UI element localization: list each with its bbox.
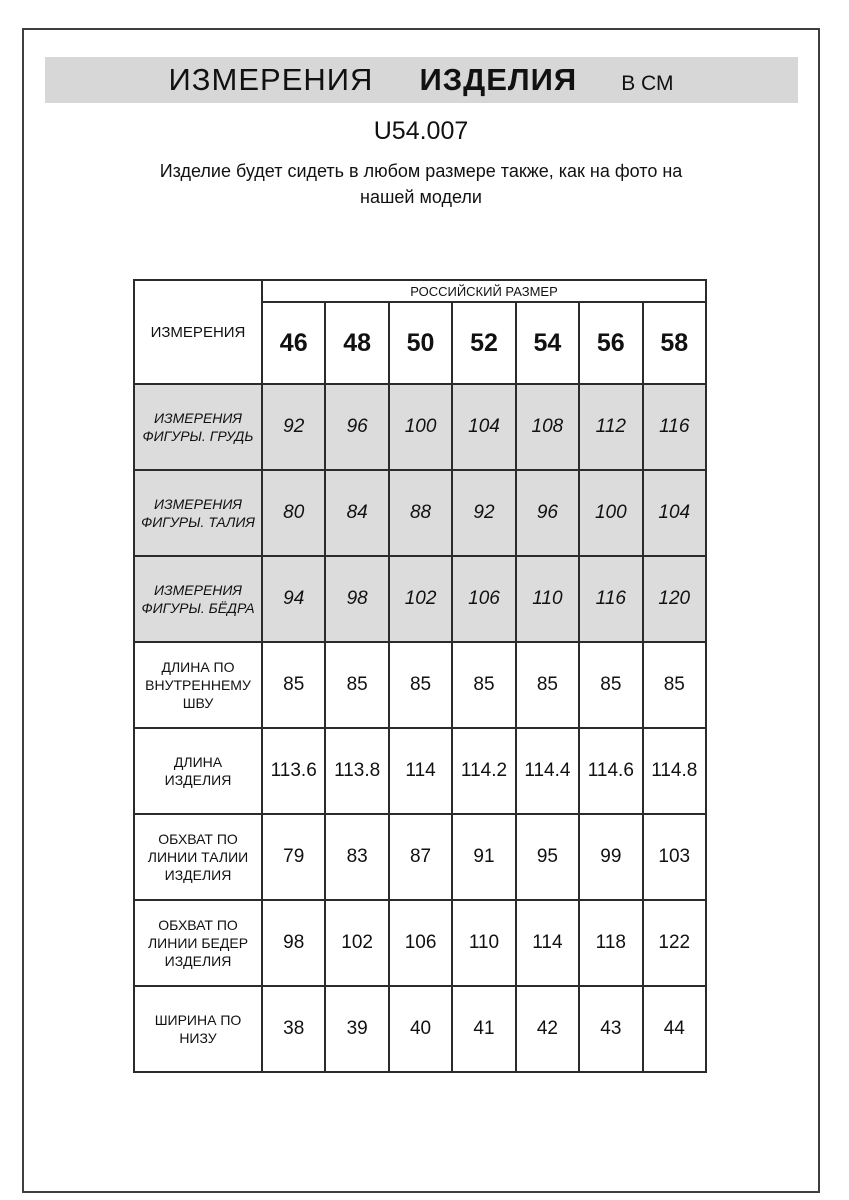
row-label: ИЗМЕРЕНИЯ ФИГУРЫ. ГРУДЬ [134, 384, 262, 470]
article-code: U54.007 [373, 117, 469, 145]
fit-description-line2: нашей модели [360, 187, 482, 207]
value-cell: 110 [516, 556, 579, 642]
group-header: РОССИЙСКИЙ РАЗМЕР [262, 280, 706, 302]
value-cell: 100 [389, 384, 452, 470]
value-cell: 87 [389, 814, 452, 900]
value-cell: 42 [516, 986, 579, 1072]
value-cell: 85 [262, 642, 325, 728]
size-column-header: 52 [452, 302, 515, 384]
value-cell: 85 [452, 642, 515, 728]
value-cell: 112 [579, 384, 642, 470]
value-cell: 40 [389, 986, 452, 1072]
row-label: ИЗМЕРЕНИЯ ФИГУРЫ. ТАЛИЯ [134, 470, 262, 556]
title-product: ИЗДЕЛИЯ [419, 62, 578, 97]
row-label: ДЛИНА ПО ВНУТРЕННЕМУ ШВУ [134, 642, 262, 728]
value-cell: 104 [452, 384, 515, 470]
value-cell: 79 [262, 814, 325, 900]
size-column-header: 50 [389, 302, 452, 384]
value-cell: 96 [325, 384, 388, 470]
value-cell: 116 [579, 556, 642, 642]
corner-label: ИЗМЕРЕНИЯ [134, 280, 262, 384]
value-cell: 85 [579, 642, 642, 728]
value-cell: 106 [389, 900, 452, 986]
value-cell: 43 [579, 986, 642, 1072]
value-cell: 116 [643, 384, 706, 470]
value-cell: 84 [325, 470, 388, 556]
size-table-body [134, 384, 706, 1072]
value-cell: 114 [516, 900, 579, 986]
size-table-head [134, 280, 706, 384]
value-cell: 122 [643, 900, 706, 986]
size-column-header: 48 [325, 302, 388, 384]
size-column-header: 54 [516, 302, 579, 384]
value-cell: 99 [579, 814, 642, 900]
value-cell: 38 [262, 986, 325, 1072]
value-cell: 110 [452, 900, 515, 986]
document-frame [22, 28, 820, 1193]
value-cell: 98 [262, 900, 325, 986]
value-cell: 94 [262, 556, 325, 642]
value-cell: 114.2 [452, 728, 515, 814]
value-cell: 88 [389, 470, 452, 556]
size-table [133, 279, 707, 1073]
value-cell: 96 [516, 470, 579, 556]
value-cell: 102 [325, 900, 388, 986]
title-units: В СМ [621, 72, 674, 95]
group-header-row [134, 280, 706, 302]
value-cell: 114.8 [643, 728, 706, 814]
size-column-header: 46 [262, 302, 325, 384]
value-cell: 91 [452, 814, 515, 900]
value-cell: 118 [579, 900, 642, 986]
table-row [134, 986, 706, 1072]
size-column-header: 58 [643, 302, 706, 384]
value-cell: 44 [643, 986, 706, 1072]
value-cell: 95 [516, 814, 579, 900]
value-cell: 41 [452, 986, 515, 1072]
value-cell: 103 [643, 814, 706, 900]
size-column-header: 56 [579, 302, 642, 384]
value-cell: 100 [579, 470, 642, 556]
value-cell: 85 [389, 642, 452, 728]
row-label: ИЗМЕРЕНИЯ ФИГУРЫ. БЁДРА [134, 556, 262, 642]
value-cell: 113.6 [262, 728, 325, 814]
value-cell: 98 [325, 556, 388, 642]
table-row [134, 384, 706, 470]
row-label: ДЛИНА ИЗДЕЛИЯ [134, 728, 262, 814]
value-cell: 39 [325, 986, 388, 1072]
table-row [134, 470, 706, 556]
value-cell: 120 [643, 556, 706, 642]
value-cell: 85 [516, 642, 579, 728]
row-label: ОБХВАТ ПО ЛИНИИ БЕДЕР ИЗДЕЛИЯ [134, 900, 262, 986]
value-cell: 83 [325, 814, 388, 900]
value-cell: 114 [389, 728, 452, 814]
value-cell: 113.8 [325, 728, 388, 814]
fit-description-line1: Изделие будет сидеть в любом размере также, как на фото на [159, 161, 683, 181]
value-cell: 85 [643, 642, 706, 728]
row-label: ОБХВАТ ПО ЛИНИИ ТАЛИИ ИЗДЕЛИЯ [134, 814, 262, 900]
value-cell: 106 [452, 556, 515, 642]
value-cell: 80 [262, 470, 325, 556]
value-cell: 92 [262, 384, 325, 470]
table-row [134, 900, 706, 986]
table-row [134, 556, 706, 642]
title-bar [45, 57, 798, 103]
fit-description [24, 158, 818, 210]
value-cell: 114.6 [579, 728, 642, 814]
row-label: ШИРИНА ПО НИЗУ [134, 986, 262, 1072]
value-cell: 114.4 [516, 728, 579, 814]
table-row [134, 814, 706, 900]
value-cell: 92 [452, 470, 515, 556]
table-row [134, 728, 706, 814]
table-row [134, 642, 706, 728]
value-cell: 108 [516, 384, 579, 470]
value-cell: 102 [389, 556, 452, 642]
value-cell: 104 [643, 470, 706, 556]
value-cell: 85 [325, 642, 388, 728]
title-measurements: ИЗМЕРЕНИЯ [168, 62, 374, 97]
